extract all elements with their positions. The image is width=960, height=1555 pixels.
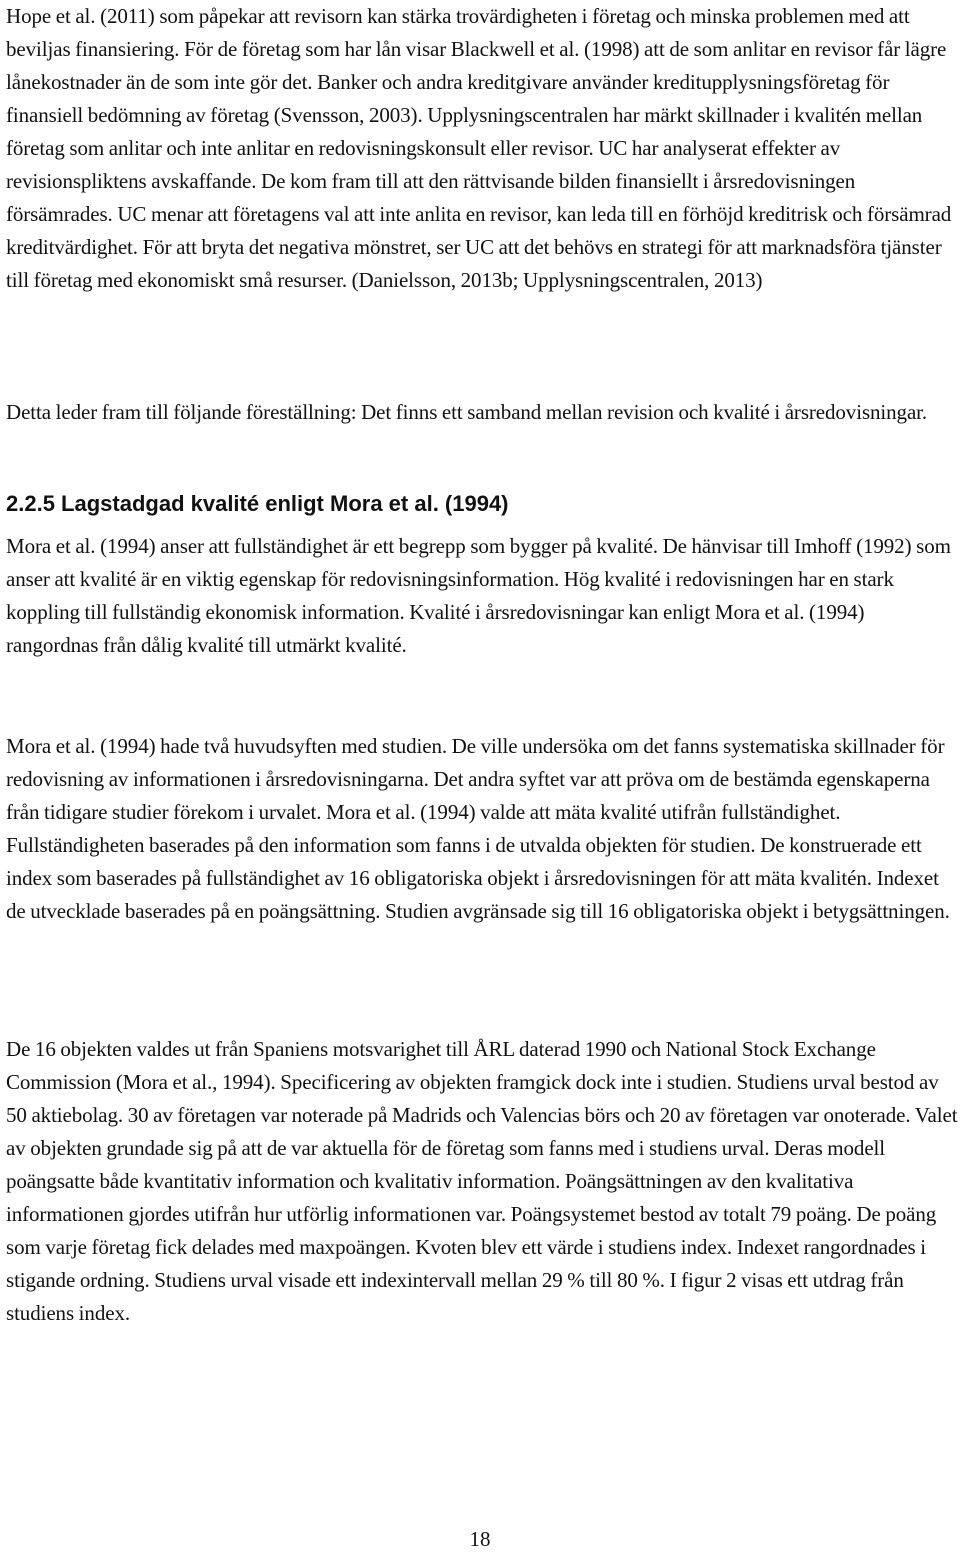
paragraph-audit-credibility: Hope et al. (2011) som påpekar att revisorn kan stärka trovärdigheten i företag och minska problemen med att beviljas finansiering. För de företag som har lån visar Blackwell et al. (1998) att de som anlitar en revisor får lägre lånekostnader än de som inte gör det. Banker och andra kreditgivare använder kreditupplysningsföretag för finansiell bedömning av företag (Svensson, 2003). Upplysningscentralen har märkt skillnader i kvalitén mellan företag som anlitar och inte anlitar en redovisningskonsult eller revisor. UC har analyserat effekter av revisionspliktens avskaffande. De kom fram till att den rättvisande bilden finansiellt i årsredovisningen försämrades. UC menar att företagens val att inte anlita en revisor, kan leda till en förhöjd kreditrisk och försämrad kreditvärdighet. För att bryta det negativa mönstret, ser UC att det behövs en strategi för att marknadsföra tjänster till företag med ekonomiskt små resurser. (Danielsson, 2013b; Upplysningscentralen, 2013) bbox=[6, 4, 952, 292]
section-heading: 2.2.5 Lagstadgad kvalité enligt Mora et al. (1994) bbox=[6, 491, 509, 516]
paragraph-study-purpose: Mora et al. (1994) hade två huvudsyften med studien. De ville undersöka om det fanns systematiska skillnader för redovisning av informationen i årsredovisningarna. Det andra syftet var att pröva om de bestämda egenskaperna från tidigare studier förekom i urvalet. Mora et al. (1994) valde att mäta kvalité utifrån fullständighet. Fullständigheten baserades på den information som fanns i de utvalda objekten för studien. De konstruerade ett index som baserades på fullständighet av 16 obligatoriska objekt i årsredovisningen för att mäta kvalitén. Indexet de utvecklade baserades på en poängsättning. Studien avgränsade sig till 16 obligatoriska objekt i betygsättningen. bbox=[6, 734, 950, 923]
paragraph-completeness-quality: Mora et al. (1994) anser att fullständighet är ett begrepp som bygger på kvalité. De hänvisar till Imhoff (1992) som anser att kvalité är en viktig egenskap för redovisningsinformation. Hög kvalité i redovisningen har en stark koppling till fullständig ekonomisk information. Kvalité i årsredovisningar kan enligt Mora et al. (1994) rangordnas från dålig kvalité till utmärkt kvalité. bbox=[6, 534, 951, 657]
paragraph-hypothesis: Detta leder fram till följande föreställning: Det finns ett samband mellan revision och kvalité i årsredovisningar. bbox=[6, 400, 928, 424]
paragraph-study-method: De 16 objekten valdes ut från Spaniens motsvarighet till ÅRL daterad 1990 och National Stock Exchange Commission (Mora et al., 1994). Specificering av objekten framgick dock inte i studien. Studiens urval bestod av 50 aktiebolag. 30 av företagen var noterade på Madrids och Valencias börs och 20 av företagen var onoterade. Valet av objekten grundade sig på att de var aktuella för de företag som fanns med i studiens urval. Deras modell poängsatte både kvantitativ information och kvalitativ information. Poängsättningen av den kvalitativa informationen gjordes utifrån hur utförlig informationen var. Poängsystemet bestod av totalt 79 poäng. De poäng som varje företag fick delades med maxpoängen. Kvoten blev ett värde i studiens index. Indexet rangordnades i stigande ordning. Studiens urval visade ett indexintervall mellan 29 % till 80 %. I figur 2 visas ett utdrag från studiens index. bbox=[6, 1037, 958, 1325]
page-number: 18 bbox=[469, 1527, 491, 1551]
